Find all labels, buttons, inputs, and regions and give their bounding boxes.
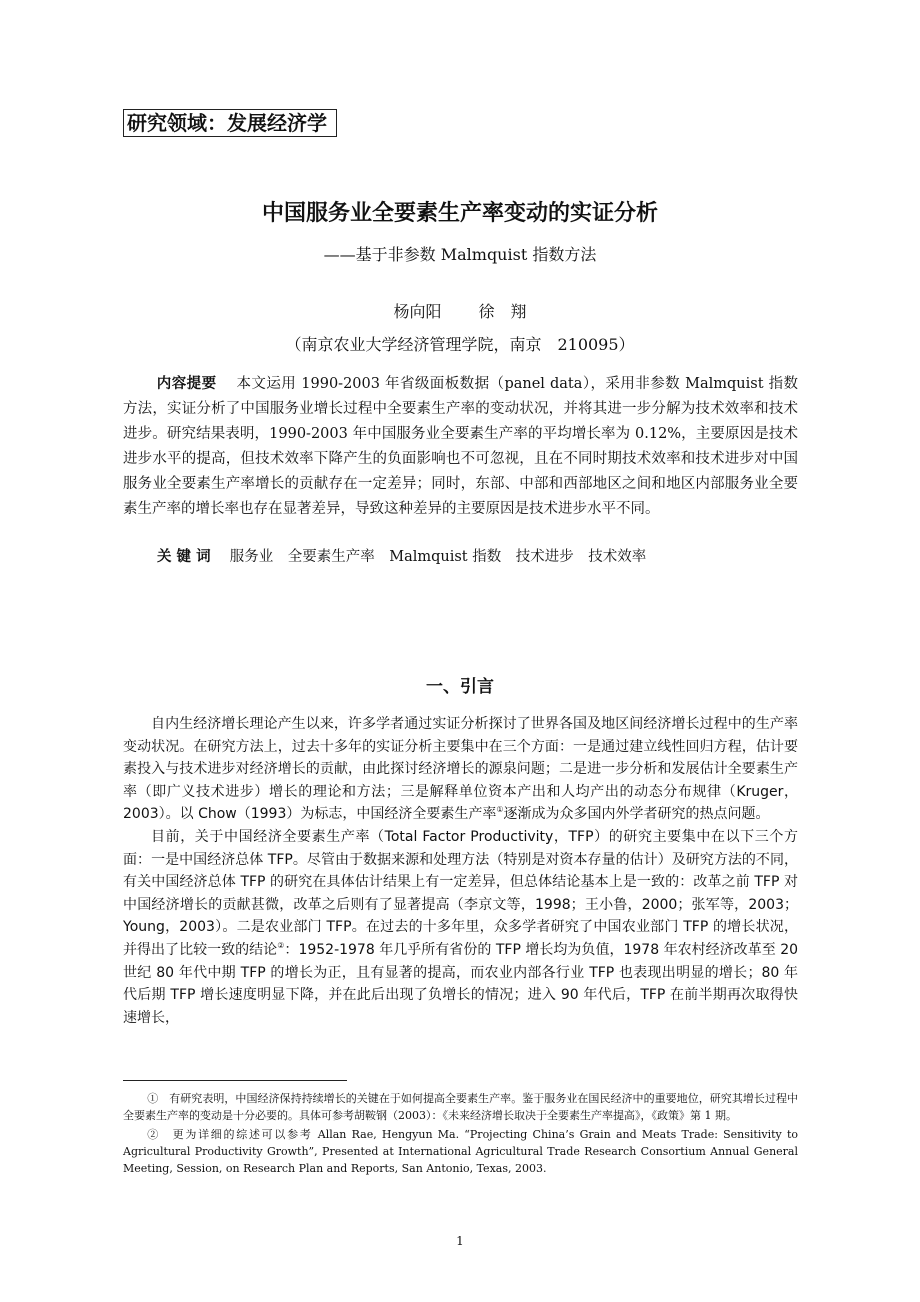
footnote-2: ② 更为详细的综述可以参考 Allan Rae, Hengyun Ma. “Projecting China’s Grain and Meats Trade: Sensitivity to Agricultural Productivity Growth”, Presented at International Agricultural Trade Research Consortium Annual General Meeting, Session, on Research Plan and Reports, San Antonio, Texas, 2003.: [123, 1128, 798, 1175]
research-field-label: 研究领域：发展经济学: [123, 109, 337, 137]
page-number: 1: [456, 1234, 464, 1248]
section-heading-introduction: 一、引言: [426, 677, 494, 697]
abstract-text: 本文运用 1990-2003 年省级面板数据（panel data），采用非参数 Malmquist 指数方法，实证分析了中国服务业增长过程中全要素生产率的变动状况，并将其进一步分解为技术效率和技术进步。研究结果表明，1990-2003 年中国服务业全要素生产率的平均增长率为 0.12%，主要原因是技术进步水平的提高，但技术效率下降产生的负面影响也不可忽视，且在不同时期技术效率和技术进步对中国服务业全要素生产率增长的贡献存在一定差异；同时，东部、中部和西部地区之间和地区内部服务业全要素生产率的增长率也存在显著差异，导致这种差异的主要原因是技术进步水平不同。: [123, 376, 799, 517]
introduction-body: [123, 713, 798, 1029]
paragraph-text: 自内生经济增长理论产生以来，许多学者通过实证分析探讨了世界各国及地区间经济增长过程中的生产率变动状况。在研究方法上，过去十多年的实证分析主要集中在三个方面：一是通过建立线性回归方程，估计要素投入与技术进步对经济增长的贡献，由此探讨经济增长的源泉问题；二是进一步分析和发展估计全要素生产率（即广义技术进步）增长的理论和方法；三是解释单位资本产出和人均产出的动态分布规律（Kruger，2003）。以 Chow（1993）为标志，中国经济全要素生产率: [123, 716, 798, 823]
abstract: [123, 372, 798, 522]
footnote-marker-2: ②: [277, 940, 285, 950]
footnote-marker-1: ①: [496, 805, 504, 815]
paragraph-text: 逐渐成为众多国内外学者研究的热点问题。: [503, 806, 770, 823]
paper-title: 中国服务业全要素生产率变动的实证分析: [261, 201, 658, 226]
footnote-1: ① 有研究表明，中国经济保持持续增长的关键在于如何提高全要素生产率。鉴于服务业在国民经济中的重要地位，研究其增长过程中全要素生产率的变动是十分必要的。具体可参考胡鞍钢（2003）：《未来经济增长取决于全要素生产率提高》，《政策》第 1 期。: [123, 1092, 798, 1122]
abstract-label: 内容提要: [156, 376, 217, 392]
footnotes: [123, 1090, 798, 1179]
paragraph: [123, 826, 798, 1029]
paragraph-text: ：1952-1978 年几乎所有省份的 TFP 增长均为负值，1978 年农村经济改革至 20 世纪 80 年代中期 TFP 的增长为正，且有显著的提高，而农业内部各行业 TFP 也表现出明显的增长；80 年代后期 TFP 增长速度明显下降，并在此后出现了负增长的情况；进入 90 年代后，TFP 在前半期再次取得快速增长，: [123, 941, 799, 1026]
paragraph-text: 目前，关于中国经济全要素生产率（Total Factor Productivity，TFP）的研究主要集中在以下三个方面：一是中国经济总体 TFP。尽管由于数据来源和处理方法（特别是对资本存量的估计）及研究方法的不同，有关中国经济总体 TFP 的研究在具体估计结果上有一定差异，但总体结论基本上是一致的：改革之前 TFP 对中国经济增长的贡献甚微，改革之后则有了显著提高（李京文等，1998；王小鲁，2000；张军等，2003；Young，2003）。二是农业部门 TFP。在过去的十多年里，众多学者研究了中国农业部门 TFP 的增长状况，并得出了比较一致的结论: [123, 828, 798, 958]
paragraph: [123, 713, 798, 826]
keywords-text: 服务业 全要素生产率 Malmquist 指数 技术进步 技术效率: [229, 549, 647, 565]
keywords: [157, 545, 646, 570]
keywords-label: 关 键 词: [157, 549, 211, 565]
paper-subtitle: ——基于非参数 Malmquist 指数方法: [323, 245, 597, 264]
authors: 杨向阳 徐 翔: [393, 302, 527, 321]
footnote-divider: [123, 1080, 347, 1081]
affiliation: （南京农业大学经济管理学院，南京 210095）: [285, 335, 635, 354]
